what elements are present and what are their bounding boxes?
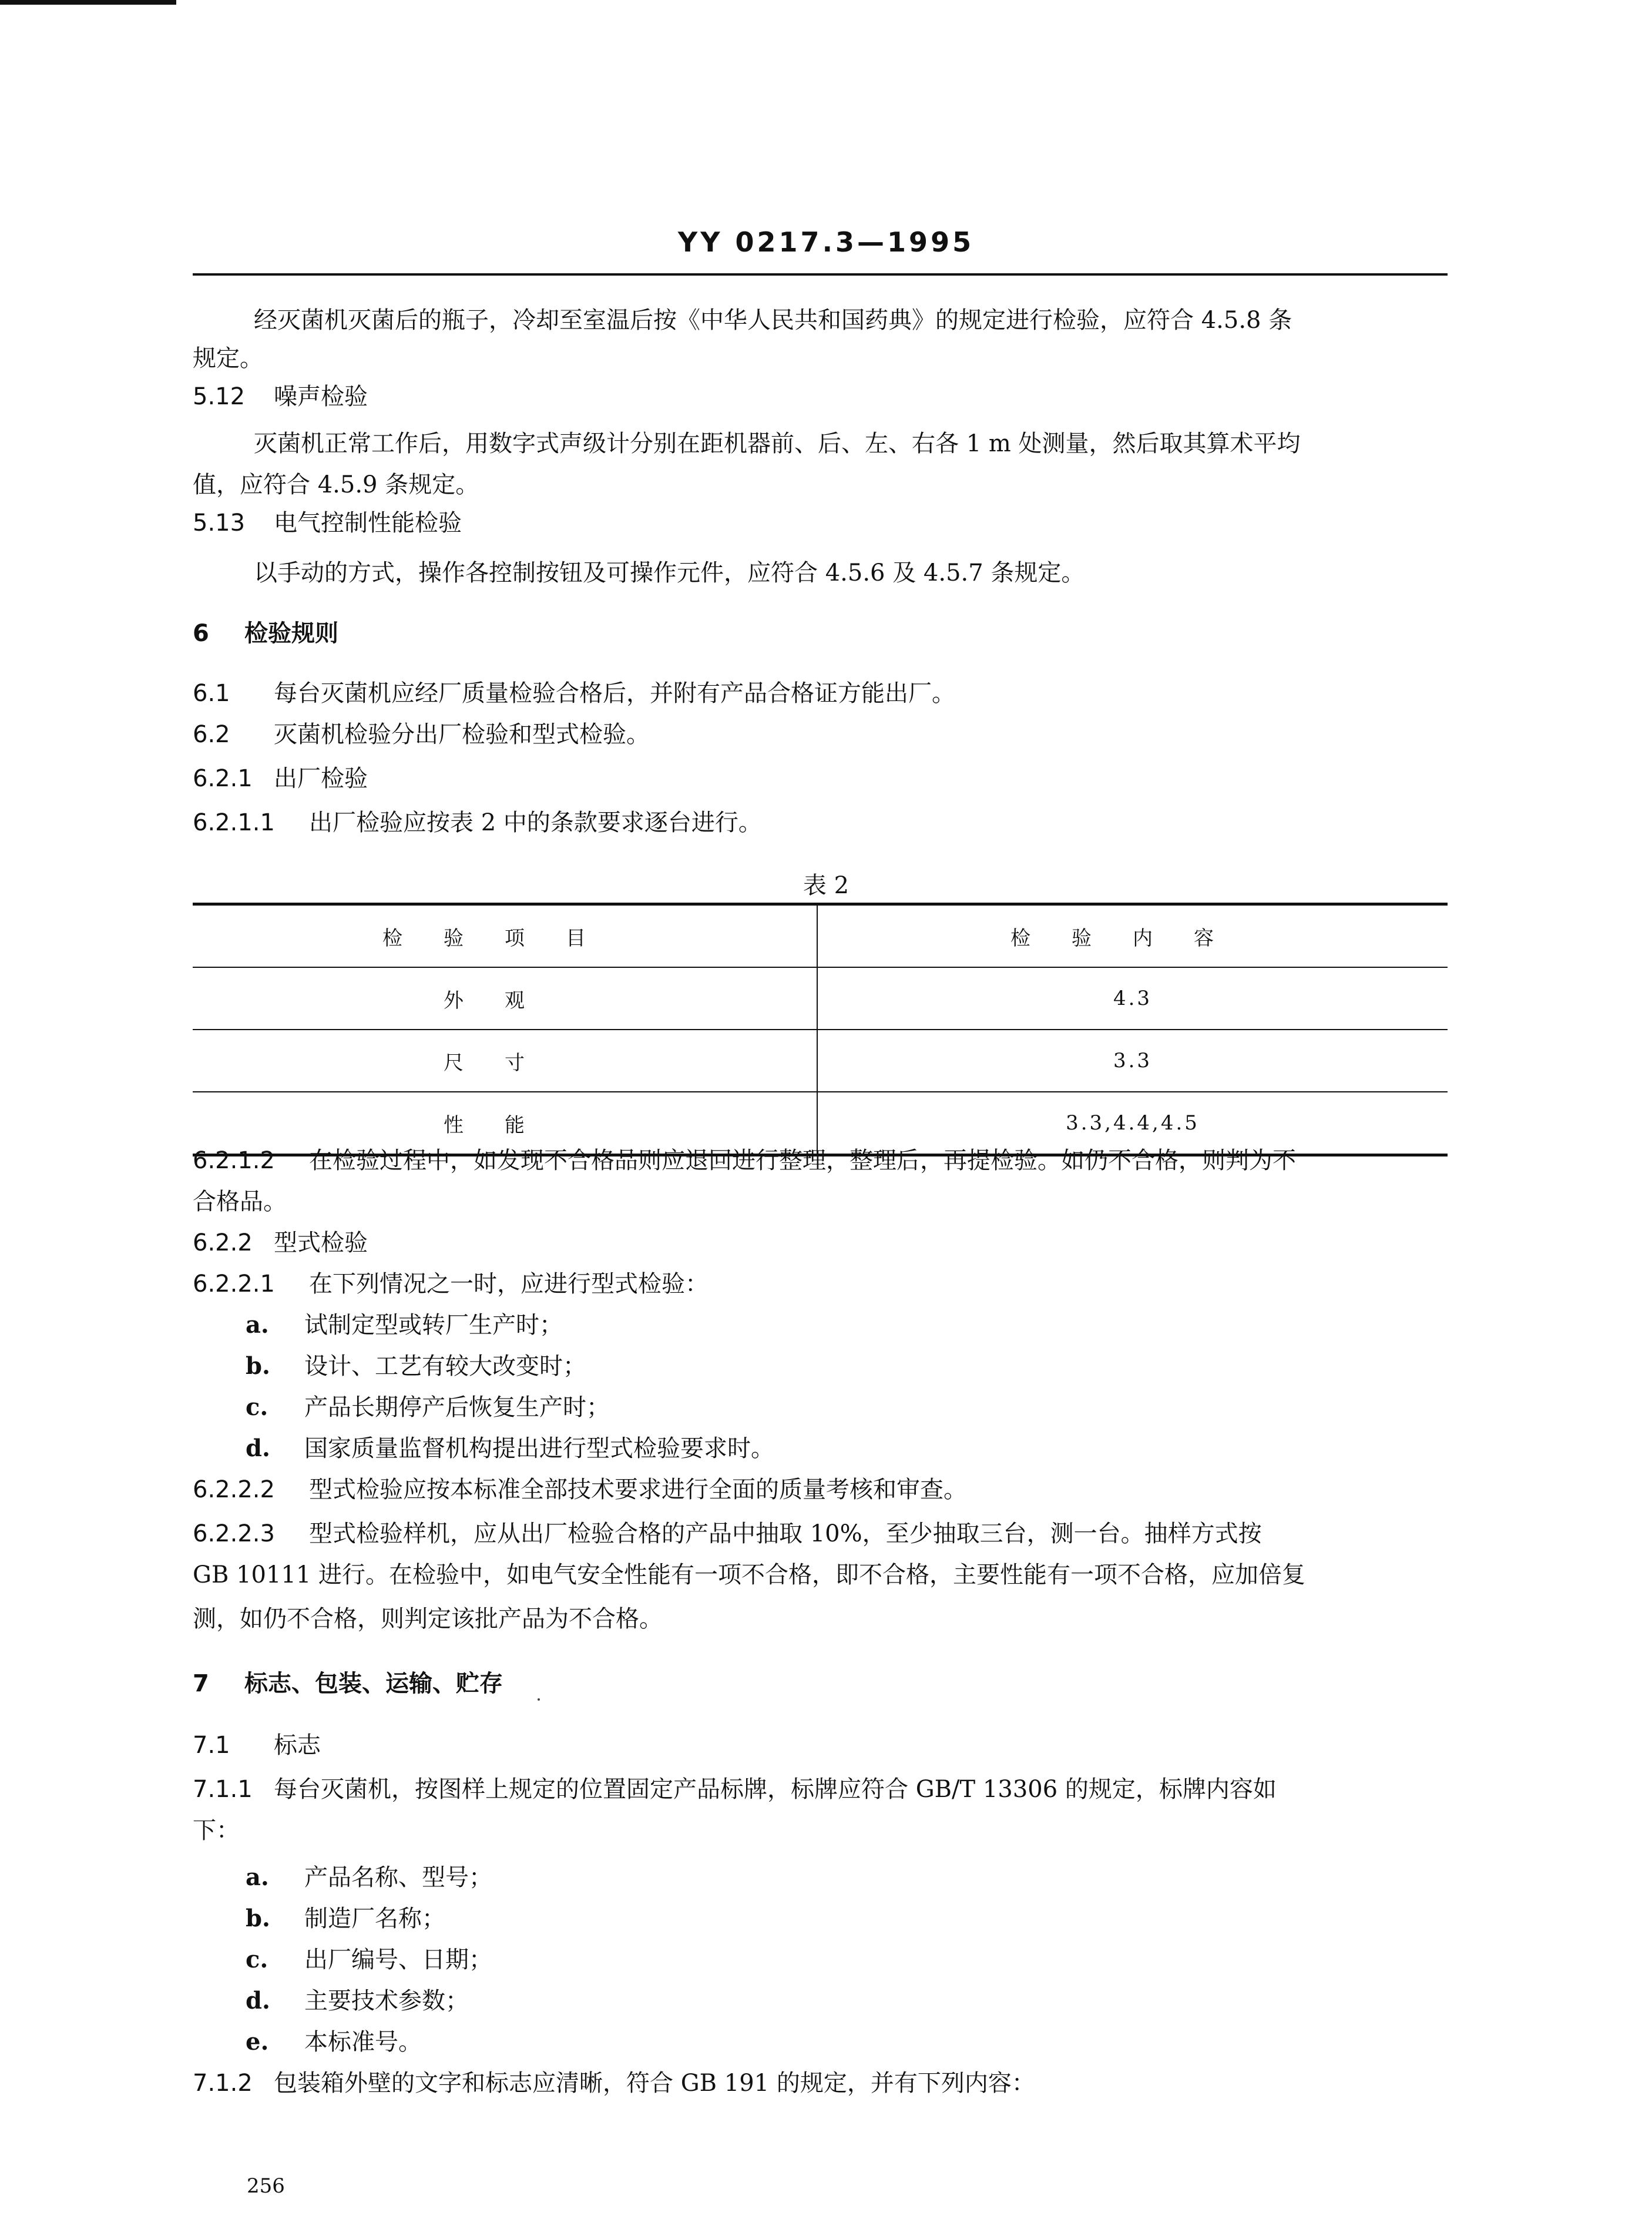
clause-number: 6.2.2.1 <box>193 1270 275 1298</box>
list-text: 试制定型或转厂生产时； <box>304 1312 563 1339</box>
clause-number: 6.2.2.3 <box>193 1520 275 1547</box>
page-number: 256 <box>247 2174 285 2198</box>
clause-number: 7.1.1 <box>193 1776 253 1803</box>
section-heading-6 <box>193 622 1448 645</box>
list-item <box>246 1948 1500 1972</box>
list-label: c. <box>246 1393 268 1421</box>
clause-6-2-1-1 <box>193 811 1448 834</box>
list-text: 制造厂名称； <box>304 1905 445 1932</box>
paragraph: 值，应符合 4.5.9 条规定。 <box>193 471 479 498</box>
section-heading-7 <box>193 1672 1448 1695</box>
clause-6-2-2-3 <box>193 1522 1448 1546</box>
clause-text: 型式检验 <box>274 1229 368 1256</box>
list-text: 设计、工艺有较大改变时； <box>304 1353 586 1380</box>
clause-6-2-2-2 <box>193 1478 1448 1501</box>
clause-number: 6.2.1.2 <box>193 1147 275 1174</box>
list-label: b. <box>246 1352 270 1380</box>
clause-number: 6.1 <box>193 680 230 707</box>
list-item <box>246 2030 1500 2054</box>
list-item <box>246 1907 1500 1930</box>
clause-6-2 <box>193 723 1448 746</box>
clause-7-1-1 <box>193 1778 1448 1801</box>
table-row <box>193 1030 1448 1092</box>
section-heading-5-12 <box>193 385 1448 408</box>
list-item <box>246 1352 1500 1380</box>
list-label: c. <box>246 1946 268 1973</box>
clause-text: 型式检验应按本标准全部技术要求进行全面的质量考核和审查。 <box>309 1476 967 1503</box>
list-text: 国家质量监督机构提出进行型式检验要求时。 <box>304 1435 774 1462</box>
clause-6-2-2 <box>193 1231 1448 1255</box>
clause-6-1 <box>193 682 1448 705</box>
section-title: 标志、包装、运输、贮存 <box>244 1670 503 1697</box>
section-number: 6 <box>193 620 209 647</box>
clause-text: 出厂检验 <box>274 765 368 792</box>
table-caption: 表 2 <box>803 872 849 899</box>
table-cell: 外观 <box>193 967 817 1030</box>
list-text: 主要技术参数； <box>304 1987 469 2014</box>
paragraph: 合格品。 <box>193 1188 287 1215</box>
paragraph: 以手动的方式，操作各控制按钮及可操作元件，应符合 4.5.6 及 4.5.7 条规定。 <box>254 559 1085 586</box>
clause-text: 每台灭菌机应经厂质量检验合格后，并附有产品合格证方能出厂。 <box>274 680 955 707</box>
clause-number: 7.1 <box>193 1732 230 1759</box>
clause-text: 在检验过程中，如发现不合格品则应退回进行整理，整理后，再提检验。如仍不合格，则判为不 <box>309 1147 1296 1174</box>
clause-7-1-2 <box>193 2071 1448 2095</box>
list-item <box>246 1393 1500 1421</box>
list-item <box>246 1313 1500 1337</box>
paragraph: 经灭菌机灭菌后的瓶子，冷却至室温后按《中华人民共和国药典》的规定进行检验，应符合 4.5.8 条 <box>254 307 1292 334</box>
section-title: 电气控制性能检验 <box>274 509 462 537</box>
section-title: 检验规则 <box>244 620 338 647</box>
scan-speck <box>538 1698 540 1701</box>
list-label: e. <box>246 2028 269 2056</box>
section-heading-5-13 <box>193 511 1448 535</box>
section-number: 7 <box>193 1670 209 1697</box>
clause-text: 标志 <box>274 1732 321 1759</box>
clause-text: 灭菌机检验分出厂检验和型式检验。 <box>274 721 650 748</box>
header-rule <box>193 273 1448 276</box>
table-cell: 性能 <box>193 1092 817 1155</box>
table-cell: 4.3 <box>1113 987 1153 1010</box>
table-row <box>193 1092 1448 1155</box>
clause-7-1 <box>193 1734 1448 1757</box>
clause-number: 6.2 <box>193 721 230 748</box>
section-number: 5.13 <box>193 509 246 537</box>
column-header-content: 检验内容 <box>1010 926 1255 950</box>
inspection-table <box>193 903 1448 1156</box>
clause-6-2-2-1 <box>193 1272 1448 1296</box>
clause-number: 6.2.1 <box>193 765 253 792</box>
list-text: 产品长期停产后恢复生产时； <box>304 1394 610 1421</box>
clause-number: 7.1.2 <box>193 2070 253 2097</box>
paragraph: 测，如仍不合格，则判定该批产品为不合格。 <box>193 1605 663 1632</box>
clause-6-2-1-2 <box>193 1149 1448 1172</box>
list-label: a. <box>246 1311 269 1339</box>
list-text: 本标准号。 <box>304 2029 422 2056</box>
list-item <box>246 1863 1500 1891</box>
clause-number: 6.2.1.1 <box>193 809 275 836</box>
clause-text: 包装箱外壁的文字和标志应清晰，符合 GB 191 的规定，并有下列内容： <box>274 2070 1035 2097</box>
table-cell: 3.3 <box>1113 1049 1153 1072</box>
paragraph: 下： <box>193 1817 240 1844</box>
list-item <box>246 1434 1500 1462</box>
list-label: d. <box>246 1434 270 1462</box>
paragraph: 灭菌机正常工作后，用数字式声级计分别在距机器前、后、左、右各 1 m 处测量，然后取其算术平均 <box>254 430 1301 457</box>
list-label: b. <box>246 1905 270 1932</box>
clause-number: 6.2.2 <box>193 1229 253 1256</box>
standard-code-header: YY 0217.3—1995 <box>677 226 975 258</box>
paragraph: GB 10111 进行。在检验中，如电气安全性能有一项不合格，即不合格，主要性能有一项不合格，应加倍复 <box>193 1561 1306 1588</box>
section-number: 5.12 <box>193 383 246 410</box>
list-text: 出厂编号、日期； <box>304 1946 492 1973</box>
clause-text: 型式检验样机，应从出厂检验合格的产品中抽取 10%，至少抽取三台，测一台。抽样方式按 <box>309 1520 1262 1547</box>
clause-text: 在下列情况之一时，应进行型式检验： <box>309 1270 709 1298</box>
table-cell: 3.3,4.4,4.5 <box>1066 1111 1200 1135</box>
paragraph: 规定。 <box>193 345 263 372</box>
scan-edge-mark <box>0 0 176 5</box>
list-label: d. <box>246 1987 270 2014</box>
section-title: 噪声检验 <box>274 383 368 410</box>
table-header-row <box>193 904 1448 968</box>
column-header-item: 检验项目 <box>193 904 817 968</box>
clause-text: 出厂检验应按表 2 中的条款要求逐台进行。 <box>309 809 762 836</box>
table-cell: 尺寸 <box>193 1030 817 1092</box>
list-label: a. <box>246 1863 269 1891</box>
table-row <box>193 967 1448 1030</box>
list-text: 产品名称、型号； <box>304 1864 492 1891</box>
clause-6-2-1 <box>193 767 1448 790</box>
list-item <box>246 1989 1500 2013</box>
clause-number: 6.2.2.2 <box>193 1476 275 1503</box>
clause-text: 每台灭菌机，按图样上规定的位置固定产品标牌，标牌应符合 GB/T 13306 的规定，标牌内容如 <box>274 1776 1277 1803</box>
